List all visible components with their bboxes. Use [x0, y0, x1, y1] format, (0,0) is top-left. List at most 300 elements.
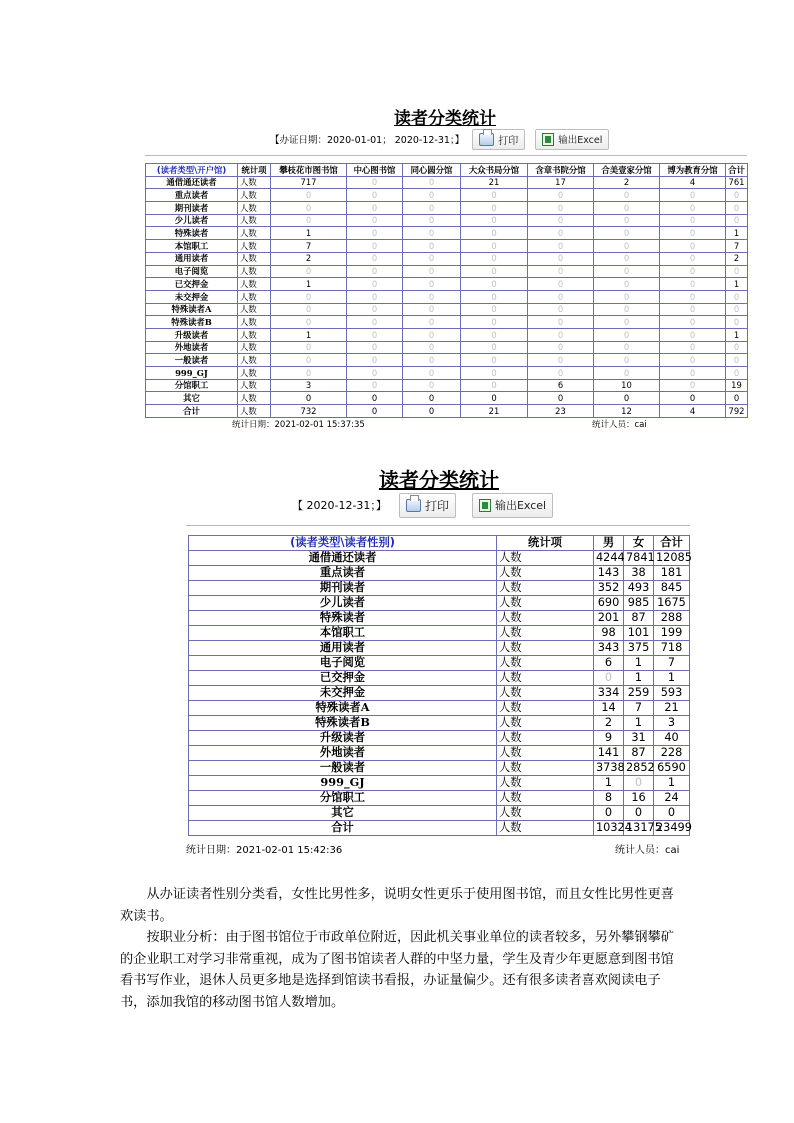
- value-cell: 0: [528, 316, 594, 329]
- row-label: 外地读者: [189, 746, 497, 761]
- value-cell: 0: [271, 189, 347, 202]
- value-cell: 985: [624, 596, 654, 611]
- stat-cell: 人数: [238, 265, 271, 278]
- value-cell: 12085: [654, 551, 690, 566]
- value-cell: 0: [403, 303, 461, 316]
- row-label: 期刊读者: [189, 581, 497, 596]
- value-cell: 6: [528, 379, 594, 392]
- table-row: [146, 354, 748, 367]
- stat-cell: 人数: [497, 596, 594, 611]
- value-cell: 0: [403, 252, 461, 265]
- value-cell: 0: [528, 240, 594, 253]
- value-cell: 0: [528, 189, 594, 202]
- value-cell: 3738: [594, 761, 624, 776]
- stat-cell: 人数: [238, 176, 271, 189]
- column-header: 攀枝花市图书馆: [271, 164, 347, 177]
- value-cell: 0: [528, 303, 594, 316]
- value-cell: 0: [461, 240, 528, 253]
- row-label: 已交押金: [146, 278, 238, 291]
- value-cell: 0: [660, 240, 726, 253]
- value-cell: 0: [403, 405, 461, 418]
- value-cell: 14: [594, 701, 624, 716]
- row-label: 本馆职工: [189, 626, 497, 641]
- value-cell: 0: [726, 214, 748, 227]
- stat-cell: 人数: [238, 379, 271, 392]
- value-cell: 0: [594, 290, 660, 303]
- stat-cell: 人数: [497, 551, 594, 566]
- value-cell: 0: [726, 341, 748, 354]
- table-header-row: [146, 164, 748, 177]
- row-label: 分馆职工: [146, 379, 238, 392]
- table-row: [189, 671, 690, 686]
- value-cell: 4: [660, 405, 726, 418]
- value-cell: 0: [528, 227, 594, 240]
- table-row: [146, 379, 748, 392]
- value-cell: 0: [347, 176, 403, 189]
- value-cell: 0: [271, 290, 347, 303]
- value-cell: 0: [726, 303, 748, 316]
- row-label: 特殊读者: [189, 611, 497, 626]
- stat-cell: 人数: [497, 761, 594, 776]
- value-cell: 23: [528, 405, 594, 418]
- stat-cell: 人数: [238, 328, 271, 341]
- value-cell: 0: [271, 367, 347, 380]
- print-button-label: 打印: [424, 498, 449, 513]
- value-cell: 40: [654, 731, 690, 746]
- value-cell: 593: [654, 686, 690, 701]
- value-cell: 181: [654, 566, 690, 581]
- row-label: 已交押金: [189, 671, 497, 686]
- stat-cell: 人数: [497, 716, 594, 731]
- table-row: [146, 303, 748, 316]
- value-cell: 0: [660, 392, 726, 405]
- row-label: 其它: [146, 392, 238, 405]
- row-label: 未交押金: [146, 290, 238, 303]
- value-cell: 0: [271, 316, 347, 329]
- value-cell: 16: [624, 791, 654, 806]
- value-cell: 717: [271, 176, 347, 189]
- value-cell: 0: [461, 252, 528, 265]
- stat-cell: 人数: [497, 581, 594, 596]
- table-row: [189, 776, 690, 791]
- value-cell: 690: [594, 596, 624, 611]
- value-cell: 1: [654, 671, 690, 686]
- table-row: [189, 806, 690, 821]
- report1-footer-user: 统计人员：cai: [592, 420, 647, 430]
- table-row: [146, 328, 748, 341]
- row-label: 合计: [146, 405, 238, 418]
- value-cell: 0: [347, 392, 403, 405]
- report1-title: 读者分类统计: [394, 109, 496, 129]
- stat-cell: 人数: [497, 686, 594, 701]
- value-cell: 0: [594, 265, 660, 278]
- stat-cell: 人数: [497, 731, 594, 746]
- value-cell: 12: [594, 405, 660, 418]
- stat-cell: 人数: [238, 189, 271, 202]
- value-cell: 1: [594, 776, 624, 791]
- row-label: 其它: [189, 806, 497, 821]
- report2-export-excel-button[interactable]: [472, 493, 553, 518]
- value-cell: 0: [347, 252, 403, 265]
- stat-cell: 人数: [497, 806, 594, 821]
- row-label: 升级读者: [146, 328, 238, 341]
- value-cell: 21: [461, 176, 528, 189]
- value-cell: 4244: [594, 551, 624, 566]
- value-cell: 0: [347, 278, 403, 291]
- row-label: 升级读者: [189, 731, 497, 746]
- value-cell: 0: [403, 392, 461, 405]
- value-cell: 0: [347, 367, 403, 380]
- stat-cell: 人数: [238, 252, 271, 265]
- excel-icon: [542, 133, 554, 146]
- stat-header: 统计项: [497, 536, 594, 551]
- stat-cell: 人数: [497, 641, 594, 656]
- value-cell: 845: [654, 581, 690, 596]
- value-cell: 0: [403, 290, 461, 303]
- printer-icon: [479, 133, 494, 146]
- table-row: [146, 290, 748, 303]
- row-label: 分馆职工: [189, 791, 497, 806]
- excel-icon: [479, 499, 491, 512]
- table-row: [189, 821, 690, 836]
- value-cell: 0: [403, 354, 461, 367]
- value-cell: 0: [403, 240, 461, 253]
- row-label: 通用读者: [146, 252, 238, 265]
- stat-cell: 人数: [238, 202, 271, 215]
- value-cell: 199: [654, 626, 690, 641]
- value-cell: 8: [594, 791, 624, 806]
- table-row: [189, 611, 690, 626]
- value-cell: 87: [624, 611, 654, 626]
- row-label: 特殊读者B: [189, 716, 497, 731]
- value-cell: 7: [271, 240, 347, 253]
- corner-header[interactable]: (读者类型\开户馆): [146, 164, 238, 177]
- value-cell: 0: [347, 354, 403, 367]
- report1-print-button[interactable]: [472, 129, 525, 150]
- value-cell: 0: [726, 316, 748, 329]
- value-cell: 0: [461, 227, 528, 240]
- row-label: 外地读者: [146, 341, 238, 354]
- value-cell: 0: [461, 379, 528, 392]
- table-row: [189, 716, 690, 731]
- value-cell: 0: [347, 316, 403, 329]
- column-header: 含章书院分馆: [528, 164, 594, 177]
- value-cell: 1: [624, 716, 654, 731]
- table-row: [189, 701, 690, 716]
- table-row: [189, 551, 690, 566]
- value-cell: 0: [461, 392, 528, 405]
- value-cell: 0: [528, 328, 594, 341]
- stat-cell: 人数: [497, 656, 594, 671]
- column-header: 合计: [654, 536, 690, 551]
- value-cell: 2852: [624, 761, 654, 776]
- table-row: [189, 656, 690, 671]
- stat-cell: 人数: [497, 791, 594, 806]
- value-cell: 0: [594, 189, 660, 202]
- stat-cell: 人数: [497, 566, 594, 581]
- value-cell: 101: [624, 626, 654, 641]
- value-cell: 0: [347, 405, 403, 418]
- stat-cell: 人数: [497, 611, 594, 626]
- value-cell: 0: [461, 189, 528, 202]
- value-cell: 21: [654, 701, 690, 716]
- stat-cell: 人数: [497, 671, 594, 686]
- value-cell: 0: [660, 328, 726, 341]
- value-cell: 0: [726, 392, 748, 405]
- row-label: 重点读者: [146, 189, 238, 202]
- report2-print-button[interactable]: [399, 493, 456, 518]
- value-cell: 0: [347, 189, 403, 202]
- value-cell: 0: [403, 176, 461, 189]
- value-cell: 201: [594, 611, 624, 626]
- report2-footer-date: 统计日期：2021-02-01 15:42:36: [186, 845, 343, 856]
- value-cell: 288: [654, 611, 690, 626]
- table-row: [146, 405, 748, 418]
- value-cell: 7: [726, 240, 748, 253]
- value-cell: 0: [403, 227, 461, 240]
- table-header-row: [189, 536, 690, 551]
- value-cell: 0: [347, 379, 403, 392]
- value-cell: 4: [660, 176, 726, 189]
- value-cell: 1: [624, 656, 654, 671]
- table-row: [189, 761, 690, 776]
- report2-footer-user: 统计人员：cai: [615, 845, 680, 856]
- value-cell: 0: [528, 367, 594, 380]
- table-row: [189, 626, 690, 641]
- table-row: [189, 566, 690, 581]
- value-cell: 375: [624, 641, 654, 656]
- value-cell: 0: [528, 265, 594, 278]
- table-row: [146, 240, 748, 253]
- value-cell: 0: [660, 278, 726, 291]
- row-label: 合计: [189, 821, 497, 836]
- value-cell: 1: [726, 227, 748, 240]
- value-cell: 0: [347, 240, 403, 253]
- value-cell: 0: [461, 303, 528, 316]
- value-cell: 0: [347, 265, 403, 278]
- value-cell: 0: [403, 189, 461, 202]
- value-cell: 0: [271, 303, 347, 316]
- value-cell: 31: [624, 731, 654, 746]
- table-row: [146, 265, 748, 278]
- column-header: 博为教育分馆: [660, 164, 726, 177]
- report2-date-range: 【 2020-12-31；】: [292, 499, 387, 512]
- value-cell: 0: [660, 252, 726, 265]
- row-label: 一般读者: [189, 761, 497, 776]
- row-label: 电子阅览: [146, 265, 238, 278]
- value-cell: 0: [528, 354, 594, 367]
- value-cell: 98: [594, 626, 624, 641]
- value-cell: 718: [654, 641, 690, 656]
- value-cell: 0: [660, 290, 726, 303]
- value-cell: 0: [528, 202, 594, 215]
- table-row: [146, 316, 748, 329]
- value-cell: 1: [271, 278, 347, 291]
- stat-cell: 人数: [238, 278, 271, 291]
- report2-table: [188, 535, 690, 836]
- value-cell: 0: [271, 392, 347, 405]
- value-cell: 7: [654, 656, 690, 671]
- value-cell: 0: [660, 214, 726, 227]
- value-cell: 0: [594, 316, 660, 329]
- report1-table: [145, 163, 748, 418]
- value-cell: 38: [624, 566, 654, 581]
- value-cell: 0: [347, 328, 403, 341]
- value-cell: 87: [624, 746, 654, 761]
- value-cell: 1: [726, 278, 748, 291]
- value-cell: 0: [528, 290, 594, 303]
- table-row: [189, 791, 690, 806]
- value-cell: 143: [594, 566, 624, 581]
- column-header: 大众书局分馆: [461, 164, 528, 177]
- value-cell: 0: [660, 189, 726, 202]
- stat-cell: 人数: [238, 214, 271, 227]
- value-cell: 0: [726, 367, 748, 380]
- value-cell: 0: [461, 202, 528, 215]
- value-cell: 0: [660, 303, 726, 316]
- row-label: 未交押金: [189, 686, 497, 701]
- stat-cell: 人数: [238, 316, 271, 329]
- value-cell: 6590: [654, 761, 690, 776]
- value-cell: 1675: [654, 596, 690, 611]
- value-cell: 1: [271, 227, 347, 240]
- value-cell: 0: [594, 354, 660, 367]
- value-cell: 0: [403, 214, 461, 227]
- report1-footer-date: 统计日期：2021-02-01 15:37:35: [232, 420, 365, 430]
- row-label: 特殊读者B: [146, 316, 238, 329]
- value-cell: 0: [403, 379, 461, 392]
- row-label: 999_GJ: [146, 367, 238, 380]
- value-cell: 23499: [654, 821, 690, 836]
- value-cell: 2: [594, 716, 624, 731]
- report2-divider: [186, 525, 690, 526]
- value-cell: 0: [347, 214, 403, 227]
- value-cell: 0: [594, 303, 660, 316]
- row-label: 特殊读者: [146, 227, 238, 240]
- stat-cell: 人数: [497, 776, 594, 791]
- value-cell: 24: [654, 791, 690, 806]
- value-cell: 0: [726, 354, 748, 367]
- value-cell: 0: [461, 316, 528, 329]
- value-cell: 0: [726, 189, 748, 202]
- corner-header[interactable]: (读者类型\读者性别): [189, 536, 497, 551]
- value-cell: 0: [403, 341, 461, 354]
- value-cell: 0: [624, 776, 654, 791]
- value-cell: 0: [726, 290, 748, 303]
- value-cell: 0: [594, 328, 660, 341]
- value-cell: 0: [528, 341, 594, 354]
- value-cell: 0: [347, 341, 403, 354]
- value-cell: 2: [726, 252, 748, 265]
- value-cell: 0: [594, 367, 660, 380]
- value-cell: 13175: [624, 821, 654, 836]
- value-cell: 0: [594, 278, 660, 291]
- value-cell: 0: [594, 214, 660, 227]
- value-cell: 0: [726, 202, 748, 215]
- value-cell: 0: [528, 278, 594, 291]
- value-cell: 0: [660, 202, 726, 215]
- column-header: 同心圆分馆: [403, 164, 461, 177]
- row-label: 通用读者: [189, 641, 497, 656]
- value-cell: 0: [594, 202, 660, 215]
- table-row: [146, 189, 748, 202]
- table-row: [146, 214, 748, 227]
- value-cell: 3: [271, 379, 347, 392]
- row-label: 少儿读者: [146, 214, 238, 227]
- value-cell: 0: [660, 367, 726, 380]
- value-cell: 0: [660, 341, 726, 354]
- analysis-paragraph-gender: 从办证读者性别分类看，女性比男性多，说明女性更乐于使用图书馆，而且女性比男性更喜欢读书。: [120, 887, 674, 924]
- table-row: [146, 176, 748, 189]
- table-row: [146, 367, 748, 380]
- value-cell: 1: [271, 328, 347, 341]
- table-row: [146, 341, 748, 354]
- value-cell: 352: [594, 581, 624, 596]
- stat-cell: 人数: [238, 290, 271, 303]
- row-label: 本馆职工: [146, 240, 238, 253]
- value-cell: 0: [660, 354, 726, 367]
- value-cell: 732: [271, 405, 347, 418]
- value-cell: 761: [726, 176, 748, 189]
- value-cell: 0: [461, 328, 528, 341]
- excel-button-label: 输出Excel: [494, 499, 547, 512]
- value-cell: 0: [461, 367, 528, 380]
- stat-cell: 人数: [497, 701, 594, 716]
- stat-cell: 人数: [497, 626, 594, 641]
- table-row: [146, 227, 748, 240]
- print-button-label: 打印: [498, 135, 519, 147]
- stat-cell: 人数: [238, 227, 271, 240]
- value-cell: 0: [347, 303, 403, 316]
- value-cell: 2: [271, 252, 347, 265]
- table-row: [146, 202, 748, 215]
- value-cell: 0: [594, 252, 660, 265]
- stat-cell: 人数: [238, 354, 271, 367]
- value-cell: 0: [660, 265, 726, 278]
- value-cell: 0: [528, 214, 594, 227]
- value-cell: 9: [594, 731, 624, 746]
- value-cell: 0: [403, 265, 461, 278]
- value-cell: 7: [624, 701, 654, 716]
- column-header: 男: [594, 536, 624, 551]
- value-cell: 0: [403, 278, 461, 291]
- value-cell: 0: [271, 354, 347, 367]
- stat-cell: 人数: [238, 341, 271, 354]
- stat-cell: 人数: [238, 405, 271, 418]
- column-header: 合美壹家分馆: [594, 164, 660, 177]
- value-cell: 0: [660, 227, 726, 240]
- stat-cell: 人数: [497, 746, 594, 761]
- table-row: [189, 686, 690, 701]
- report1-export-excel-button[interactable]: [535, 129, 609, 150]
- value-cell: 0: [660, 379, 726, 392]
- value-cell: 0: [726, 265, 748, 278]
- table-row: [189, 731, 690, 746]
- value-cell: 1: [624, 671, 654, 686]
- report1-date-range: 【办证日期：2020-01-01； 2020-12-31；】: [270, 135, 465, 146]
- stat-cell: 人数: [238, 303, 271, 316]
- value-cell: 0: [594, 392, 660, 405]
- table-row: [146, 392, 748, 405]
- value-cell: 0: [271, 202, 347, 215]
- analysis-text: [120, 884, 685, 1013]
- value-cell: 0: [347, 227, 403, 240]
- row-label: 特殊读者A: [189, 701, 497, 716]
- value-cell: 6: [594, 656, 624, 671]
- printer-icon: [406, 499, 421, 512]
- value-cell: 343: [594, 641, 624, 656]
- excel-button-label: 输出Excel: [558, 135, 603, 146]
